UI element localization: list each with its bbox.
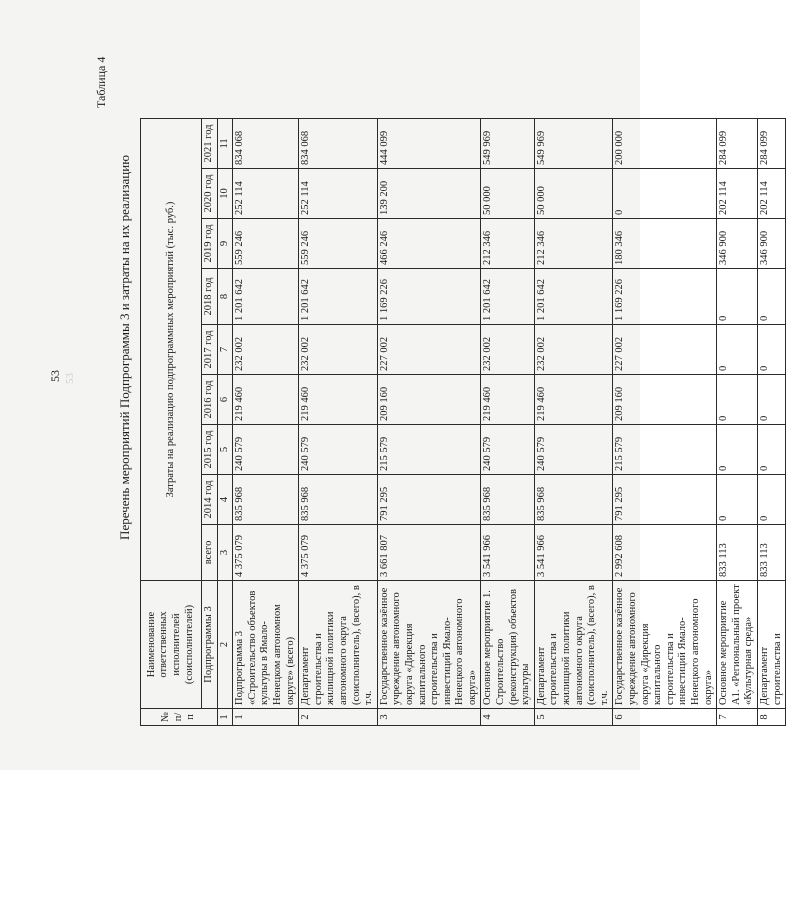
header-col-2014: 2014 год: [202, 474, 218, 524]
page-number: 53: [48, 370, 62, 382]
table-row: [299, 118, 378, 725]
value-cell: 215 579: [377, 424, 481, 474]
value-cell: 1 201 642: [481, 268, 534, 324]
row-name: Основное мероприятие А1. «Региональный проект «Культурная среда»: [717, 580, 758, 708]
value-cell: 219 460: [299, 374, 378, 424]
value-cell: 215 579: [613, 424, 717, 474]
value-cell: 0: [757, 268, 785, 324]
value-cell: 232 002: [299, 324, 378, 374]
row-name: Государственное казённое учреждение автономного округа «Дирекция капитального строительства и инвестиций Ямало-Ненецкого автономного округа»: [613, 580, 717, 708]
row-number: 3: [377, 708, 481, 725]
value-cell: 0: [757, 374, 785, 424]
header-col-total: всего: [202, 524, 218, 580]
value-cell: 209 160: [377, 374, 481, 424]
table-row: [613, 118, 717, 725]
value-cell: 180 346: [613, 218, 717, 268]
value-cell: 3 541 966: [534, 524, 613, 580]
table-row: [717, 118, 758, 725]
index-cell: 6: [217, 374, 233, 424]
header-col-2019: 2019 год: [202, 218, 218, 268]
value-cell: 835 968: [481, 474, 534, 524]
value-cell: 559 246: [299, 218, 378, 268]
value-cell: 240 579: [534, 424, 613, 474]
value-cell: 232 002: [534, 324, 613, 374]
value-cell: 50 000: [534, 168, 613, 218]
value-cell: 212 346: [481, 218, 534, 268]
row-number: 5: [534, 708, 613, 725]
row-name: Основное мероприятие 1. Строительство (реконструкция) объектов культуры: [481, 580, 534, 708]
header-col-2016: 2016 год: [202, 374, 218, 424]
value-cell: 834 068: [233, 118, 299, 168]
value-cell: 2 992 608: [613, 524, 717, 580]
value-cell: 284 099: [757, 118, 785, 168]
index-cell: 2: [217, 580, 233, 708]
index-cell: 1: [217, 708, 233, 725]
value-cell: 833 113: [717, 524, 758, 580]
table-row: [233, 118, 299, 725]
value-cell: 1 169 226: [377, 268, 481, 324]
index-cell: 10: [217, 168, 233, 218]
value-cell: 209 160: [613, 374, 717, 424]
table-title: Перечень мероприятий Подпрограммы 3 и затраты на их реализацию: [117, 155, 132, 540]
value-cell: 219 460: [481, 374, 534, 424]
value-cell: 0: [757, 474, 785, 524]
row-name: Департамент строительства и: [757, 580, 785, 708]
row-name: Департамент строительства и жилищной политики автономного округа (соисполнитель), (всего), в т.ч.: [299, 580, 378, 708]
value-cell: 835 968: [233, 474, 299, 524]
index-cell: 5: [217, 424, 233, 474]
value-cell: 3 541 966: [481, 524, 534, 580]
value-cell: 240 579: [233, 424, 299, 474]
value-cell: 834 068: [299, 118, 378, 168]
page-number-ghost: 53: [64, 373, 76, 384]
row-name: Государственное казённое учреждение автономного округа «Дирекция капитального строительства и инвестиций Ямало-Ненецкого автономного округа»: [377, 580, 481, 708]
value-cell: 202 114: [757, 168, 785, 218]
value-cell: 252 114: [233, 168, 299, 218]
row-number: 6: [613, 708, 717, 725]
value-cell: 227 002: [377, 324, 481, 374]
value-cell: 219 460: [534, 374, 613, 424]
value-cell: 1 169 226: [613, 268, 717, 324]
index-cell: 8: [217, 268, 233, 324]
row-number: 7: [717, 708, 758, 725]
value-cell: 240 579: [481, 424, 534, 474]
value-cell: 232 002: [481, 324, 534, 374]
header-col-2017: 2017 год: [202, 324, 218, 374]
index-cell: 11: [217, 118, 233, 168]
value-cell: 549 969: [481, 118, 534, 168]
value-cell: 1 201 642: [534, 268, 613, 324]
value-cell: 200 000: [613, 118, 717, 168]
value-cell: 227 002: [613, 324, 717, 374]
header-name: Наименование ответственных исполнителей (соисполнителей): [141, 580, 202, 708]
table-row: [757, 118, 785, 725]
table-row: [534, 118, 613, 725]
value-cell: 0: [717, 474, 758, 524]
table-label: Таблица 4: [94, 56, 108, 108]
value-cell: 212 346: [534, 218, 613, 268]
value-cell: 139 200: [377, 168, 481, 218]
value-cell: 835 968: [299, 474, 378, 524]
value-cell: 1 201 642: [233, 268, 299, 324]
value-cell: 346 900: [757, 218, 785, 268]
header-col-2018: 2018 год: [202, 268, 218, 324]
header-num: № п/п: [141, 708, 218, 725]
header-col-2021: 2021 год: [202, 118, 218, 168]
value-cell: 0: [717, 374, 758, 424]
header-col-2015: 2015 год: [202, 424, 218, 474]
value-cell: 833 113: [757, 524, 785, 580]
row-name: Департамент строительства и жилищной политики автономного округа (соисполнитель), (всего), в т.ч.: [534, 580, 613, 708]
header-costs: Затраты на реализацию подпрограммных мероприятий (тыс. руб.): [141, 118, 202, 580]
row-number: 1: [233, 708, 299, 725]
value-cell: 0: [757, 424, 785, 474]
value-cell: 791 295: [613, 474, 717, 524]
row-number: 2: [299, 708, 378, 725]
value-cell: 0: [717, 268, 758, 324]
value-cell: 444 099: [377, 118, 481, 168]
costs-table: [140, 118, 786, 726]
index-cell: 7: [217, 324, 233, 374]
row-name: Подпрограмма 3 «Строительство объектов культуры в Ямало-Ненецком автономном округе» (всего): [233, 580, 299, 708]
value-cell: 0: [613, 168, 717, 218]
value-cell: 791 295: [377, 474, 481, 524]
index-cell: 4: [217, 474, 233, 524]
value-cell: 202 114: [717, 168, 758, 218]
index-cell: 3: [217, 524, 233, 580]
header-name-sub: Подпрограммы 3: [202, 580, 218, 708]
value-cell: 4 375 079: [233, 524, 299, 580]
value-cell: 0: [757, 324, 785, 374]
table-row: [481, 118, 534, 725]
value-cell: 284 099: [717, 118, 758, 168]
index-cell: 9: [217, 218, 233, 268]
value-cell: 0: [717, 424, 758, 474]
value-cell: 1 201 642: [299, 268, 378, 324]
value-cell: 3 661 807: [377, 524, 481, 580]
value-cell: 4 375 079: [299, 524, 378, 580]
table-row: [377, 118, 481, 725]
value-cell: 549 969: [534, 118, 613, 168]
value-cell: 346 900: [717, 218, 758, 268]
value-cell: 466 246: [377, 218, 481, 268]
header-col-2020: 2020 год: [202, 168, 218, 218]
value-cell: 232 002: [233, 324, 299, 374]
row-number: 8: [757, 708, 785, 725]
value-cell: 559 246: [233, 218, 299, 268]
value-cell: 252 114: [299, 168, 378, 218]
value-cell: 240 579: [299, 424, 378, 474]
value-cell: 50 000: [481, 168, 534, 218]
value-cell: 219 460: [233, 374, 299, 424]
value-cell: 835 968: [534, 474, 613, 524]
value-cell: 0: [717, 324, 758, 374]
row-number: 4: [481, 708, 534, 725]
